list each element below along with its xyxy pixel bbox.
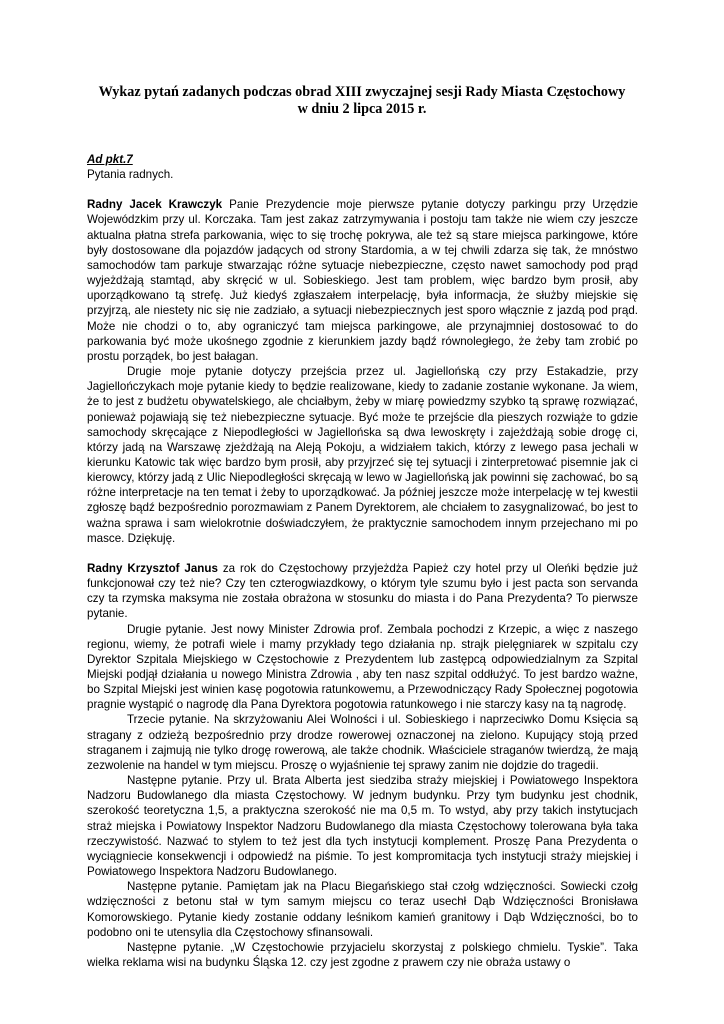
- speaker-2-paragraph-5: Następne pytanie. Pamiętam jak na Placu Biegańskiego stał czołg wdzięczności. Sowiecki czołg wdzięczności z betonu stał w tym samym miejscu co teraz usechł Dąb Wdzięczności Bronisława Komorowskiego. Pytanie kiedy zostanie oddany leśnikom kamień granitowy i Dąb Wdzięczności, bo to podobno oni te utensylia dla Częstochowy sfinansowali.: [87, 880, 638, 939]
- speaker-2-paragraph-2: Drugie pytanie. Jest nowy Minister Zdrowia prof. Zembala pochodzi z Krzepic, a więc z naszego regionu, wiemy, że potrafi wiele i mamy przykłady tego działania np. strajk pielęgniarek w szpitalu czy Dyrektor Szpitala Miejskiego w Częstochowie z Prezydentem lub zastępcą odpowiedzialnym za Szpital Miejski podjął działania u nowego Ministra Zdrowia , aby ten nasz szpital oddłużyć. To jest bardzo ważne, bo Szpital Miejski jest winien kasę pogotowia ratunkowemu, a Przewodniczący Rady Społecznej pogotowia pragnie wystąpić o nagrodę dla Pana Dyrektora pogotowia ratunkowego i nie starczy kasy na tą nagrodę.: [87, 622, 638, 712]
- speaker-1-name: Radny Jacek Krawczyk: [87, 198, 223, 212]
- section-heading: Ad pkt.7: [87, 153, 133, 166]
- speaker-1-text-1: Panie Prezydencie moje pierwsze pytanie dotyczy parkingu przy Urzędzie Wojewódzkim przy ul. Korczaka. Tam jest zakaz zatrzymywania i postoju tam także nie wiem czy jeszcze aktualna płatna strefa parkowania, więc to się trochę pokrywa, ale też są stare miejsca parkingowe, które były dostosowane dla pojazdów jadących od strony Stardomia, a w tej chwili zdarza się tak, że mnóstwo samochodów tam parkuje stwarzając różne sytuacje niebezpieczne, często nawet samochody pod prąd wyjeżdżają stamtąd, aby skręcić w ul. Sobieskiego. Jest tam problem, więc bardzo bym prosił, aby uporządkowano tą strefę. Już kiedyś zgłaszałem interpelację, była informacja, że służby miejskie się przyjrzą, ale niestety nic się nie zadziało, a sytuacji niebezpiecznych jest sporo włącznie z jazdą pod prąd. Może nie chodzi o to, aby ograniczyć tam miejsca parkingowe, ale przynajmniej dostosować to do parkowania być może ukośnego zgodnie z kierunkiem jazdy bądź równoległego, że żeby tam zrobić po prostu porządek, bo jest bałagan.: [87, 198, 638, 363]
- speaker-2-text-1: za rok do Częstochowy przyjeżdża Papież czy hotel przy ul Oleńki będzie już funkcjonował czy też nie? Czy ten czterogwiazdkowy, o którym tyle szumu było i jest pacta son servanda czy ta rzymska maksyma nie została obrażona w stosunku do miasta i do Pana Prezydenta? To pierwsze pytanie.: [87, 561, 638, 621]
- title-line-2: w dniu 2 lipca 2015 r.: [297, 100, 427, 117]
- speaker-2-paragraph-6: Następne pytanie. „W Częstochowie przyjacielu skorzystaj z polskiego chmielu. Tyskie”. Taka wielka reklama wisi na budynku Śląska 12. czy jest zgodne z prawem czy nie obraża ustawy o: [87, 940, 638, 969]
- speaker-2-paragraph-4: Następne pytanie. Przy ul. Brata Alberta jest siedziba straży miejskiej i Powiatowego Inspektora Nadzoru Budowlanego dla miasta Częstochowy. W jednym budynku. Przy tym budynku jest chodnik, szerokość teoretyczna 1,5, a praktyczna szerokość nie ma 0,5 m. To wstyd, aby przy takich instytucjach straż miejska i Powiatowy Inspektor Nadzoru Budowlanego dla miasta Częstochowy tolerowana była taka rzeczywistość. Nazwać to stylem to też jest dla tych instytucji komplement. Proszę Pana Prezydenta o wyciągniecie konsekwencji i odpowiedź na piśmie. To jest kompromitacja tych instytucji straży miejskiej i Powiatowego Inspektora Nadzoru Budowlanego.: [87, 774, 638, 879]
- speaker-1-paragraph-2: Drugie moje pytanie dotyczy przejścia przez ul. Jagiellońską czy przy Estakadzie, przy Jagiellończykach moje pytanie kiedy to będzie realizowane, kiedy to zadanie zostanie wykonane. Ja wiem, że to jest z budżetu obywatelskiego, ale chciałbym, żeby w miarę powiedzmy szybko tą sprawę rozwiązać, ponieważ pojawiają się też niebezpieczne sytuacje. Być może te przejście dla pieszych rozwiąże to gdzie samochody skręcające z Niepodległości w Jagiellońska są dwa lewoskręty i zajeżdżają sobie drogę ci, którzy jadą na Warszawę zjeżdżają na Aleją Pokoju, a widziałem takich, którzy z lewego pasa jechali w kierunku Katowic tak więc bardzo bym prosił, aby przyjrzeć się tej sytuacji i zinterpretować pisemnie jak ci kierowcy, którzy jadą z Ulic Niepodległości skręcają w lewo w Jagiellońską jak powinni się zachować, bo są różne interpretacje na ten temat i żeby to uporządkować. Ja później jeszcze może interpelację w tej kwestii zgłoszę bądź bezpośrednio porozmawiam z Panem Dyrektorem, ale chciałem to zasygnalizować, bo jest to ważna sprawa i sam wielokrotnie doświadczyłem, że praktycznie samochodem innym przejechano mi po masce. Dziękuję.: [87, 365, 638, 545]
- title-line-1: Wykaz pytań zadanych podczas obrad XIII zwyczajnej sesji Rady Miasta Częstochowy: [98, 84, 626, 100]
- speaker-2-paragraph-1: [87, 561, 638, 622]
- document-body: [87, 152, 638, 970]
- section-subheading: Pytania radnych.: [87, 168, 174, 182]
- speaker-1-paragraph-1: [87, 197, 638, 364]
- speaker-2-name: Radny Krzysztof Janus: [87, 561, 218, 575]
- speaker-2-paragraph-3: Trzecie pytanie. Na skrzyżowaniu Alei Wolności i ul. Sobieskiego i naprzeciwko Domu Księcia są stragany z odzieżą bezpośrednio przy drodze rowerowej oznaczonej na zielono. Kupujący stoją przed straganem i zajmują nie tylko drogę rowerową, ale także chodnik. Właściciele straganów twierdzą, że mają zezwolenie na handel w tym miejscu. Proszę o wyjaśnienie tej sprawy zanim nie dojdzie do tragedii.: [87, 713, 638, 772]
- document-title: [60, 84, 664, 117]
